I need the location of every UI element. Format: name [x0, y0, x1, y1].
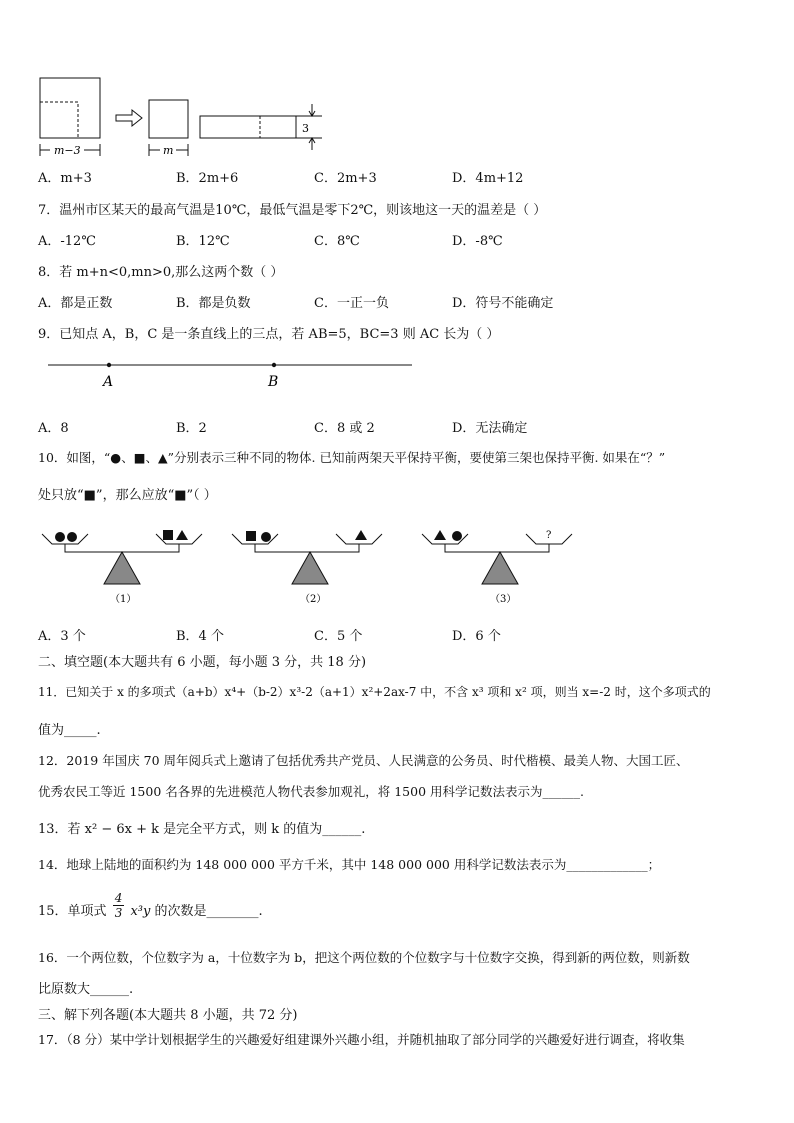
fulcrum-triangle: [292, 552, 328, 584]
q9-option-a[interactable]: A．8: [38, 421, 69, 436]
q11-text-line2: 值为_____.: [38, 723, 101, 738]
q15-prefix: 15．单项式: [38, 904, 107, 919]
q10-option-d[interactable]: D．6 个: [452, 629, 501, 644]
triangle-icon: [355, 530, 367, 540]
circle-icon: [55, 532, 65, 542]
point-b: [272, 363, 276, 367]
q8-option-a[interactable]: A．都是正数: [38, 296, 113, 311]
balance-scales-figure: [38, 518, 598, 610]
section-2-heading: 二、填空题(本大题共有 6 小题，每小题 3 分，共 18 分): [38, 655, 367, 670]
caption-2: （2）: [300, 594, 327, 605]
q8-text: 8．若 m+n<0,mn>0,那么这两个数（ ）: [38, 265, 284, 280]
q13-text: 13．若 x² − 6x + k 是完全平方式，则 k 的值为______.: [38, 822, 366, 837]
circle-icon: [261, 532, 271, 542]
q15-denominator: 3: [114, 906, 123, 920]
q15-fraction: [113, 891, 125, 920]
q6-option-d[interactable]: D．4m+12: [452, 171, 524, 186]
q16-text-line2: 比原数大______.: [38, 982, 134, 997]
triangle-icon: [434, 530, 446, 540]
q15-variable: x³y: [130, 904, 151, 919]
small-square: [149, 100, 188, 138]
q6-option-b[interactable]: B．2m+6: [176, 171, 239, 186]
q9-option-b[interactable]: B．2: [176, 421, 207, 436]
q15: [38, 891, 263, 927]
q9-option-d[interactable]: D．无法确定: [452, 421, 528, 436]
label-a: A: [103, 374, 114, 390]
square-icon: [246, 531, 256, 541]
fulcrum-triangle: [482, 552, 518, 584]
q7-option-b[interactable]: B．12℃: [176, 234, 230, 249]
q16-text-line1: 16．一个两位数，个位数字为 a，十位数字为 b，把这个两位数的个位数字与十位数字交换，得到新的两位数，则新数: [38, 950, 690, 965]
q12-text-line2: 优秀农民工等近 1500 名各界的先进模范人物代表参加观礼，将 1500 用科学记数法表示为______.: [38, 784, 584, 799]
q17-text: 17．（8 分）某中学计划根据学生的兴趣爱好组建课外兴趣小组，并随机抽取了部分同学的兴趣爱好进行调查，将收集: [38, 1032, 685, 1047]
q6-option-a[interactable]: A．m+3: [38, 171, 92, 186]
q8-option-d[interactable]: D．符号不能确定: [452, 296, 554, 311]
balance-scale-1: [42, 530, 202, 605]
q7-option-a[interactable]: A．-12℃: [38, 234, 96, 249]
fulcrum-triangle: [104, 552, 140, 584]
q8-option-b[interactable]: B．都是负数: [176, 296, 251, 311]
circle-icon: [67, 532, 77, 542]
label-b: B: [268, 374, 279, 390]
q10-option-b[interactable]: B．4 个: [176, 629, 224, 644]
caption-3: （3）: [490, 594, 517, 605]
point-a: [107, 363, 111, 367]
long-rectangle: [200, 116, 296, 138]
square-icon: [163, 530, 173, 540]
q10-text-line2: 处只放“■”，那么应放“■”（ ）: [38, 488, 217, 503]
q7-option-d[interactable]: D．-8℃: [452, 234, 503, 249]
circle-icon: [452, 531, 462, 541]
caption-1: （1）: [110, 594, 137, 605]
q6-option-c[interactable]: C．2m+3: [314, 171, 377, 186]
q9-line-figure: [46, 356, 416, 396]
label-m-minus-3: m−3: [54, 144, 81, 157]
q11-text-line1: 11．已知关于 x 的多项式（a+b）x⁴+（b-2）x³-2（a+1）x²+2ax-7 中，不含 x³ 项和 x² 项，则当 x=-2 时，这个多项式的: [38, 685, 711, 699]
dashed-cut: [40, 102, 78, 138]
q7-option-c[interactable]: C．8℃: [314, 234, 360, 249]
label-3: 3: [302, 122, 309, 135]
q6-figure: [36, 74, 336, 164]
label-m: m: [163, 144, 174, 157]
q9-text: 9．已知点 A，B，C 是一条直线上的三点，若 AB=5，BC=3 则 AC 长为（ ）: [38, 327, 500, 342]
q12-text-line1: 12．2019 年国庆 70 周年阅兵式上邀请了包括优秀共产党员、人民满意的公务员、时代楷模、最美人物、大国工匠、: [38, 753, 689, 768]
balance-scale-3: [422, 530, 572, 605]
arrow-right-icon: [116, 110, 142, 126]
q14-text: 14．地球上陆地的面积约为 148 000 000 平方千米，其中 148 000 000 用科学记数法表示为_____________；: [38, 857, 661, 872]
q10-option-a[interactable]: A．3 个: [38, 629, 86, 644]
q15-suffix: 的次数是________.: [154, 904, 263, 919]
q8-option-c[interactable]: C．一正一负: [314, 296, 389, 311]
q10-option-c[interactable]: C．5 个: [314, 629, 363, 644]
large-square: [40, 78, 100, 138]
q7-text: 7．温州市区某天的最高气温是10℃，最低气温是零下2℃，则该地这一天的温差是（ ）: [38, 203, 547, 218]
question-mark: ?: [546, 530, 552, 541]
triangle-icon: [176, 530, 188, 540]
section-3-heading: 三、解下列各题(本大题共 8 小题，共 72 分): [38, 1008, 298, 1023]
balance-scale-2: [232, 530, 382, 605]
q10-text-line1: 10．如图，“●、■、▲”分别表示三种不同的物体. 已知前两架天平保持平衡，要使第三架也保持平衡. 如果在“？”: [38, 450, 666, 465]
q9-option-c[interactable]: C．8 或 2: [314, 421, 375, 436]
q15-numerator: 4: [114, 891, 123, 905]
